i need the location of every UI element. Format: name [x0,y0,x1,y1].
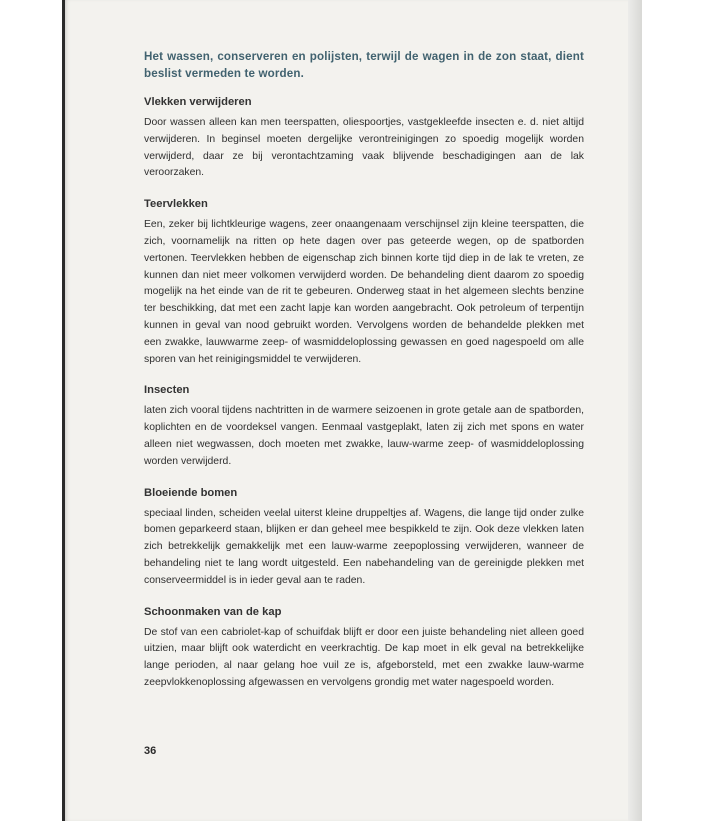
section-heading: Bloeiende bomen [144,486,238,499]
section-heading: Insecten [144,384,190,397]
section-bloeiende-bomen [144,485,584,590]
section-heading: Vlekken verwijderen [144,96,252,108]
section-body: Een, zeker bij lichtkleurige wagens, zeer onaangenaam verschijnsel zijn kleine teerspatten, die zich, voornamelijk na ritten op hete dagen over pas geteerde wegen, op de spatborden vertonen. Teervlekken hebben de eigenschap zich binnen korte tijd diep in de lak te vreten, ze kunnen dan niet meer volkomen verwijderd worden. De behandeling dient daarom zo spoedig mogelijk na het einde van de rit te gebeuren. Onderweg staat in het algemeen slechts benzine ter beschikking, dat met een zacht lapje kan worden aangebracht. Ook petroleum of terpentijn kunnen in geval van nood gebruikt worden. Vervolgens worden de behandelde plekken met een zwakke, lauwwarme zeep- of wasmiddeloplossing gewassen en goed nagespoeld om alle sporen van het reinigingsmiddel te verwijderen. [144,219,584,365]
section-vlekken-verwijderen [144,94,584,182]
section-body: Door wassen alleen kan men teerspatten, oliespoortjes, vastgekleefde insecten e. d. niet altijd verwijderen. In beginsel moeten dergelijke verontreinigingen zo spoedig mogelijk worden verwijderd, daar ze bij verontachtzaming vaak blijvende beschadigingen aan de lak veroorzaken. [144,117,584,179]
section-heading: Teervlekken [144,198,208,211]
section-insecten [144,382,584,470]
section-heading: Schoonmaken van de kap [144,605,282,618]
section-teervlekken [144,196,584,368]
page-edge [628,0,642,821]
section-body: laten zich vooral tijdens nachtritten in de warmere seizoenen in grote getale aan de spatborden, koplichten en de voordeksel vangen. Eenmaal vastgeplakt, laten zij zich met spons en water alleen niet wegwassen, doch moeten met zwakke, lauw-warme zeep- of wasmiddeloplossing worden verwijderd. [144,405,584,467]
section-body: speciaal linden, scheiden veelal uiterst kleine druppeltjes af. Wagens, die lange tijd onder zulke bomen geparkeerd staan, blijken er dan geheel mee bespikkeld te zijn. Ook deze vlekken laten zich betrekkelijk gemakkelijk met een lauw-warme zeepoplossing verwijderen, wanneer de behandeling niet te lang wordt uitgesteld. Een nabehandeling van de gereinigde plekken met conserveermiddel is in ieder geval aan te raden. [144,507,584,586]
section-schoonmaken-kap [144,604,584,692]
intro-paragraph: Het wassen, conserveren en polijsten, terwijl de wagen in de zon staat, dient beslist vermeden te worden. [144,50,584,80]
section-body: De stof van een cabriolet-kap of schuifdak blijft er door een juiste behandeling niet alleen goed uitzien, maar blijft ook waterdicht en veerkrachtig. De kap moet in elk geval na betrekkelijke lange perioden, al naar gelang hoe vuil ze is, afgeborsteld, met een zwakke lauw-warme zeepvlokkenoplossing afgewassen en vervolgens grondig met water nagespoeld worden. [144,626,584,688]
book-spine [62,0,65,821]
page-number: 36 [144,745,157,757]
page-content [144,48,584,706]
